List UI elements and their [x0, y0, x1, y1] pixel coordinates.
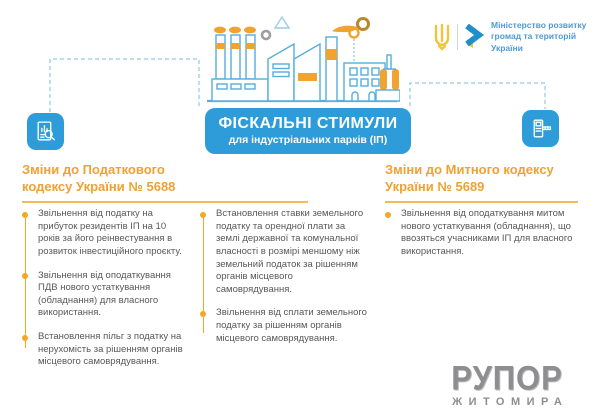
factory-illustration — [204, 11, 400, 105]
list-item — [22, 270, 188, 321]
tax-column-2 — [200, 208, 368, 356]
rupor-zhytomyra-logo — [428, 357, 586, 408]
bullet-dot — [385, 212, 391, 218]
list-item-text: Встановлення пільг з податку на нерухомість за рішенням органів місцевого самоврядування. — [38, 331, 183, 368]
document-analysis-icon — [33, 119, 58, 144]
bullet-dot — [200, 311, 206, 317]
list-item-text: Звільнення від податку на прибуток резидентів ІП на 10 років за його реінвестування в розвиток інвестиційного проєкту. — [38, 208, 182, 257]
ministry-name-line1: Міністерство розвитку — [491, 19, 587, 30]
bullet-dot — [22, 335, 28, 341]
tax-section-heading: Зміни до Податкового кодексу України № 5688 — [22, 162, 176, 195]
ministry-name — [491, 20, 592, 54]
logo-divider — [457, 24, 458, 50]
banner-subtitle: для індустріальних парків (ІП) — [228, 134, 388, 147]
tax-section-rule — [22, 201, 308, 203]
list-item — [200, 307, 368, 345]
customs-section-icon — [522, 110, 559, 147]
list-item — [22, 331, 188, 369]
customs-column — [385, 208, 577, 270]
list-item-text: Встановлення ставки земельного податку та орендної плати за землі державної та комунальної власності в розмірі меншому ніж земельний податок за рішенням органів місцевого самоврядування. — [216, 208, 364, 295]
customs-section-rule — [385, 201, 578, 203]
list-item-text: Звільнення від оподаткування митом нового устаткування (обладнання), що ввозяться учасниками ІП для власного використання. — [401, 208, 573, 257]
chevron-icon — [463, 24, 485, 50]
bullet-dot — [22, 212, 28, 218]
tax-column-1 — [22, 208, 188, 380]
tax-section-icon — [27, 113, 64, 150]
trident-icon — [432, 23, 452, 51]
ministry-name-line2: громад та територій України — [491, 31, 577, 53]
list-item — [22, 208, 188, 259]
bullet-dot — [22, 273, 28, 279]
ministry-logo — [432, 18, 592, 56]
banner-title: ФІСКАЛЬНІ СТИМУЛИ — [218, 114, 398, 132]
logo-title: РУПОР — [451, 357, 563, 397]
list-item — [385, 208, 577, 259]
ministry-emblem — [432, 23, 485, 51]
list-item-text: Звільнення від сплати земельного податку за рішенням органів місцевого самоврядування. — [216, 307, 367, 344]
title-banner — [205, 108, 411, 154]
list-item-text: Звільнення від оподаткування ПДВ нового устаткування (обладнання) для власного використання. — [38, 269, 171, 319]
logo-subtitle: ЖИТОМИРА — [452, 396, 569, 408]
customs-barrier-icon — [528, 116, 553, 141]
customs-section-heading: Зміни до Митного кодексу України № 5689 — [385, 162, 554, 195]
bullet-dot — [200, 212, 206, 218]
list-item — [200, 208, 368, 296]
